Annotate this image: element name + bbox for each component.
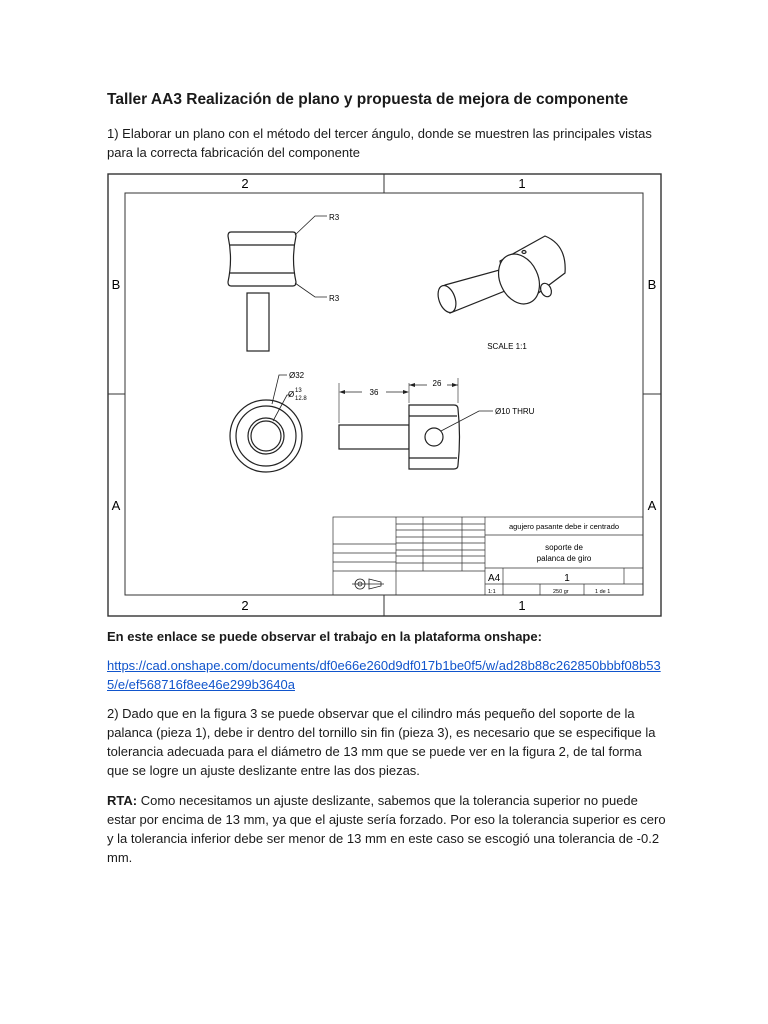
isometric-view (435, 236, 565, 315)
question-2: 2) Dado que en la figura 3 se puede observar que el cilindro más pequeño del soporte de la palanca (pieza 1), debe ir dentro del tornillo sin fin (pieza 3), es necesario que se especifique la tolerancia adecuada para el diámetro de 13 mm que se puede ver en la figura 2, de tal forma que se logre un ajuste deslizante entre las dos piezas. (107, 706, 656, 778)
page-title: Taller AA3 Realización de plano y propuesta de mejora de componente (107, 91, 629, 108)
dim-dia-13-symbol: Ø (288, 390, 295, 399)
title-block-scale: 1:1 (488, 589, 496, 595)
zone-bottom-2: 2 (241, 598, 249, 613)
side-view (339, 405, 460, 469)
part-name-line-2: palanca de giro (536, 554, 592, 563)
zone-top-2: 2 (241, 176, 249, 191)
intro-line-1: 1) Elaborar un plano con el método del tercer ángulo, donde se muestren las principales vistas (107, 126, 652, 141)
dim-r3-bottom: R3 (329, 294, 340, 303)
zone-right-b: B (647, 277, 657, 292)
onshape-link[interactable]: https://cad.onshape.com/documents/df0e66e260d9df017b1be0f5/w/ad28b88c262850bbbf08b535/e/ef568716f8ee46e299b3640a (107, 658, 661, 692)
technical-drawing (107, 173, 662, 618)
zone-top-1: 1 (518, 176, 526, 191)
part-name-line-1: soporte de (545, 543, 583, 552)
intro-paragraph (107, 124, 667, 162)
dim-dia-32: Ø32 (289, 371, 305, 380)
title-block-weight: 250 gr (553, 589, 569, 595)
link-heading: En este enlace se puede observar el trabajo en la plataforma onshape: (107, 629, 542, 644)
zone-left-a: A (111, 498, 121, 513)
zone-left-b: B (111, 277, 121, 292)
zone-bottom-1: 1 (518, 598, 526, 613)
answer-text: Como necesitamos un ajuste deslizante, sabemos que la tolerancia superior no puede estar por encima de 13 mm, ya que el ajuste sería forzado. Por eso la tolerancia superior es cero y la tolerancia inferior debe ser menor de 13 mm en este caso se escogió una tolerancia de -0.2 mm. (107, 793, 666, 865)
front-view (228, 232, 296, 351)
dim-length-36: 36 (369, 388, 379, 397)
dim-dia-13-lower: 12.8 (295, 396, 307, 402)
zone-right-a: A (647, 498, 657, 513)
top-view (230, 400, 302, 472)
projection-symbol-icon (352, 579, 384, 589)
title-block-note: agujero pasante debe ir centrado (508, 522, 620, 531)
dim-dia-13-upper: 13 (295, 388, 302, 394)
dim-hole-thru: Ø10 THRU (495, 407, 535, 416)
dim-r3-top: R3 (329, 213, 340, 222)
title-block-sheet: 1 de 1 (595, 589, 611, 595)
drawing-number: 1 (564, 573, 570, 584)
intro-line-2: para la correcta fabricación del componente (107, 145, 360, 160)
scale-label: SCALE 1:1 (487, 342, 527, 351)
answer-paragraph (107, 791, 667, 867)
sheet-size: A4 (488, 573, 501, 584)
dim-length-26: 26 (432, 379, 442, 388)
answer-label: RTA: (107, 793, 138, 808)
